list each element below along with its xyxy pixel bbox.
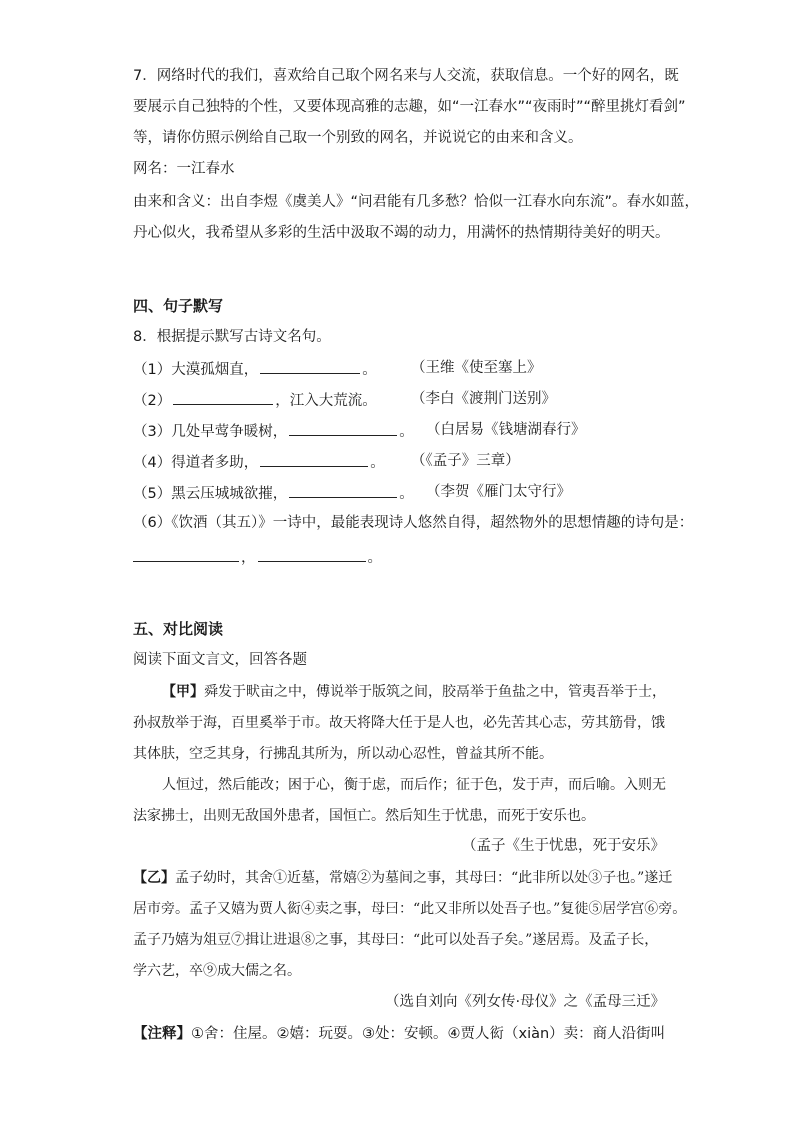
item-text-after: 。 [370,455,385,471]
passage-jia-line-4: 人恒过，然后能改；困于心，衡于虑，而后作；征于色，发于声，而后喻。入则无 [162,777,666,793]
passage-yi-source: （选自刘向《列女传·母仪》之《孟母三迁》 [385,994,666,1010]
q8-item-4 [133,451,385,473]
q8-item-3-source: （白居易《钱塘湖春行》 [426,422,586,438]
passage-yi-line-2: 居市旁。孟子又嬉为贾人衒④卖之事，母曰：“此又非所以处吾子也。”复徙⑤居学宫⑥旁。 [133,901,687,917]
answer-blank[interactable] [173,389,273,405]
item-number: （2） [133,393,172,409]
item-text-after: ，江入大荒流。 [275,393,377,409]
notes-label: 【注释】 [133,1026,191,1042]
notes-line [133,1024,665,1044]
answer-blank[interactable] [133,546,239,562]
passage-yi-line-3: 孟子乃嬉为俎豆⑦揖让进退⑧之事，其母曰：“此可以处吾子矣。”遂居焉。及孟子长， [133,932,659,948]
answer-blank[interactable] [260,358,360,374]
item-text-before: 黑云压城城欲摧， [171,486,288,502]
blank-separator: ， [241,550,256,566]
blank-end: 。 [367,550,382,566]
q8-item-4-source: （《孟子》三章） [411,453,520,469]
passage-jia-line-2: 孙叔敖举于海，百里奚举于市。故天将降大任于是人也，必先苦其心志，劳其筋骨，饿 [133,715,665,731]
q8-item-3 [133,420,414,442]
notes-text: ①舍：住屋。②嬉：玩耍。③处：安顿。④贾人衒（xiàn）卖：商人沿街叫 [191,1026,666,1042]
passage-jia-line-3: 其体肤，空乏其身，行拂乱其所为，所以动心忍性，曾益其所不能。 [133,746,553,762]
q8-item-5-source: （李贺《雁门太守行》 [426,484,571,500]
passage-yi-label: 【乙】 [133,870,175,886]
passage-text: 孟子幼时，其舍①近墓，常嬉②为墓间之事，其母曰：“此非所以处③子也。”遂迁 [175,870,673,886]
q7-line-1: 7．网络时代的我们，喜欢给自己取个网名来与人交流，获取信息。一个好的网名，既 [133,68,679,84]
item-text-before: 几处早莺争暖树， [171,424,288,440]
section-4-title: 四、句子默写 [133,297,224,315]
item-number: （1） [133,362,172,378]
answer-blank[interactable] [260,451,368,467]
item-number: （4） [133,455,172,471]
passage-yi-line-4: 学六艺，卒⑨成大儒之名。 [133,963,301,979]
passage-jia-line-1 [162,682,666,702]
q8-item-2-source: （李白《渡荆门送别》 [411,391,556,407]
q7-origin-line-2: 丹心似火，我希望从多彩的生活中汲取不竭的动力，用满怀的热情期待美好的明天。 [133,225,670,241]
item-text-after: 。 [399,486,414,502]
answer-blank[interactable] [289,420,397,436]
item-text-before: 得道者多助， [171,455,259,471]
passage-text: 舜发于畎亩之中，傅说举于版筑之间，胶鬲举于鱼盐之中，管夷吾举于士， [204,684,666,700]
passage-jia-source: （孟子《生于忧患，死于安乐》 [462,838,665,854]
section-5-intro: 阅读下面文言文，回答各题 [133,652,307,668]
passage-jia-line-5: 法家拂士，出则无敌国外患者，国恒亡。然后知生于忧患，而死于安乐也。 [133,808,595,824]
q8-item-6: （6）《饮酒（其五）》一诗中，最能表现诗人悠然自得，超然物外的思想情趣的诗句是： [133,515,694,531]
answer-blank[interactable] [258,546,366,562]
answer-blank[interactable] [289,482,397,498]
item-text-after: 。 [399,424,414,440]
item-text-before: 大漠孤烟直， [171,362,259,378]
q8-prompt: 8．根据提示默写古诗文名句。 [133,329,331,345]
passage-yi-line-1 [133,868,672,888]
q8-item-1-source: （王维《使至塞上》 [411,360,542,376]
q8-item-5 [133,482,414,504]
q7-line-2: 要展示自己独特的个性，又要体现高雅的志趣，如“一江春水”“夜雨时”“醉里挑灯看剑” [133,99,686,115]
q8-item-6-blanks [133,546,382,568]
q7-name-line: 网名：一江春水 [133,161,235,177]
item-number: （3） [133,424,172,440]
passage-jia-label: 【甲】 [162,684,204,700]
q7-line-3: 等，请你仿照示例给自己取一个别致的网名，并说说它的由来和含义。 [133,130,583,146]
q8-item-1 [133,358,377,380]
item-number: （5） [133,486,172,502]
q8-item-2 [133,389,377,411]
section-5-title: 五、对比阅读 [133,620,224,638]
item-text-after: 。 [362,362,377,378]
q7-origin-line-1: 由来和含义：出自李煜《虞美人》“问君能有几多愁？恰似一江春水向东流”。春水如蓝， [133,194,700,210]
